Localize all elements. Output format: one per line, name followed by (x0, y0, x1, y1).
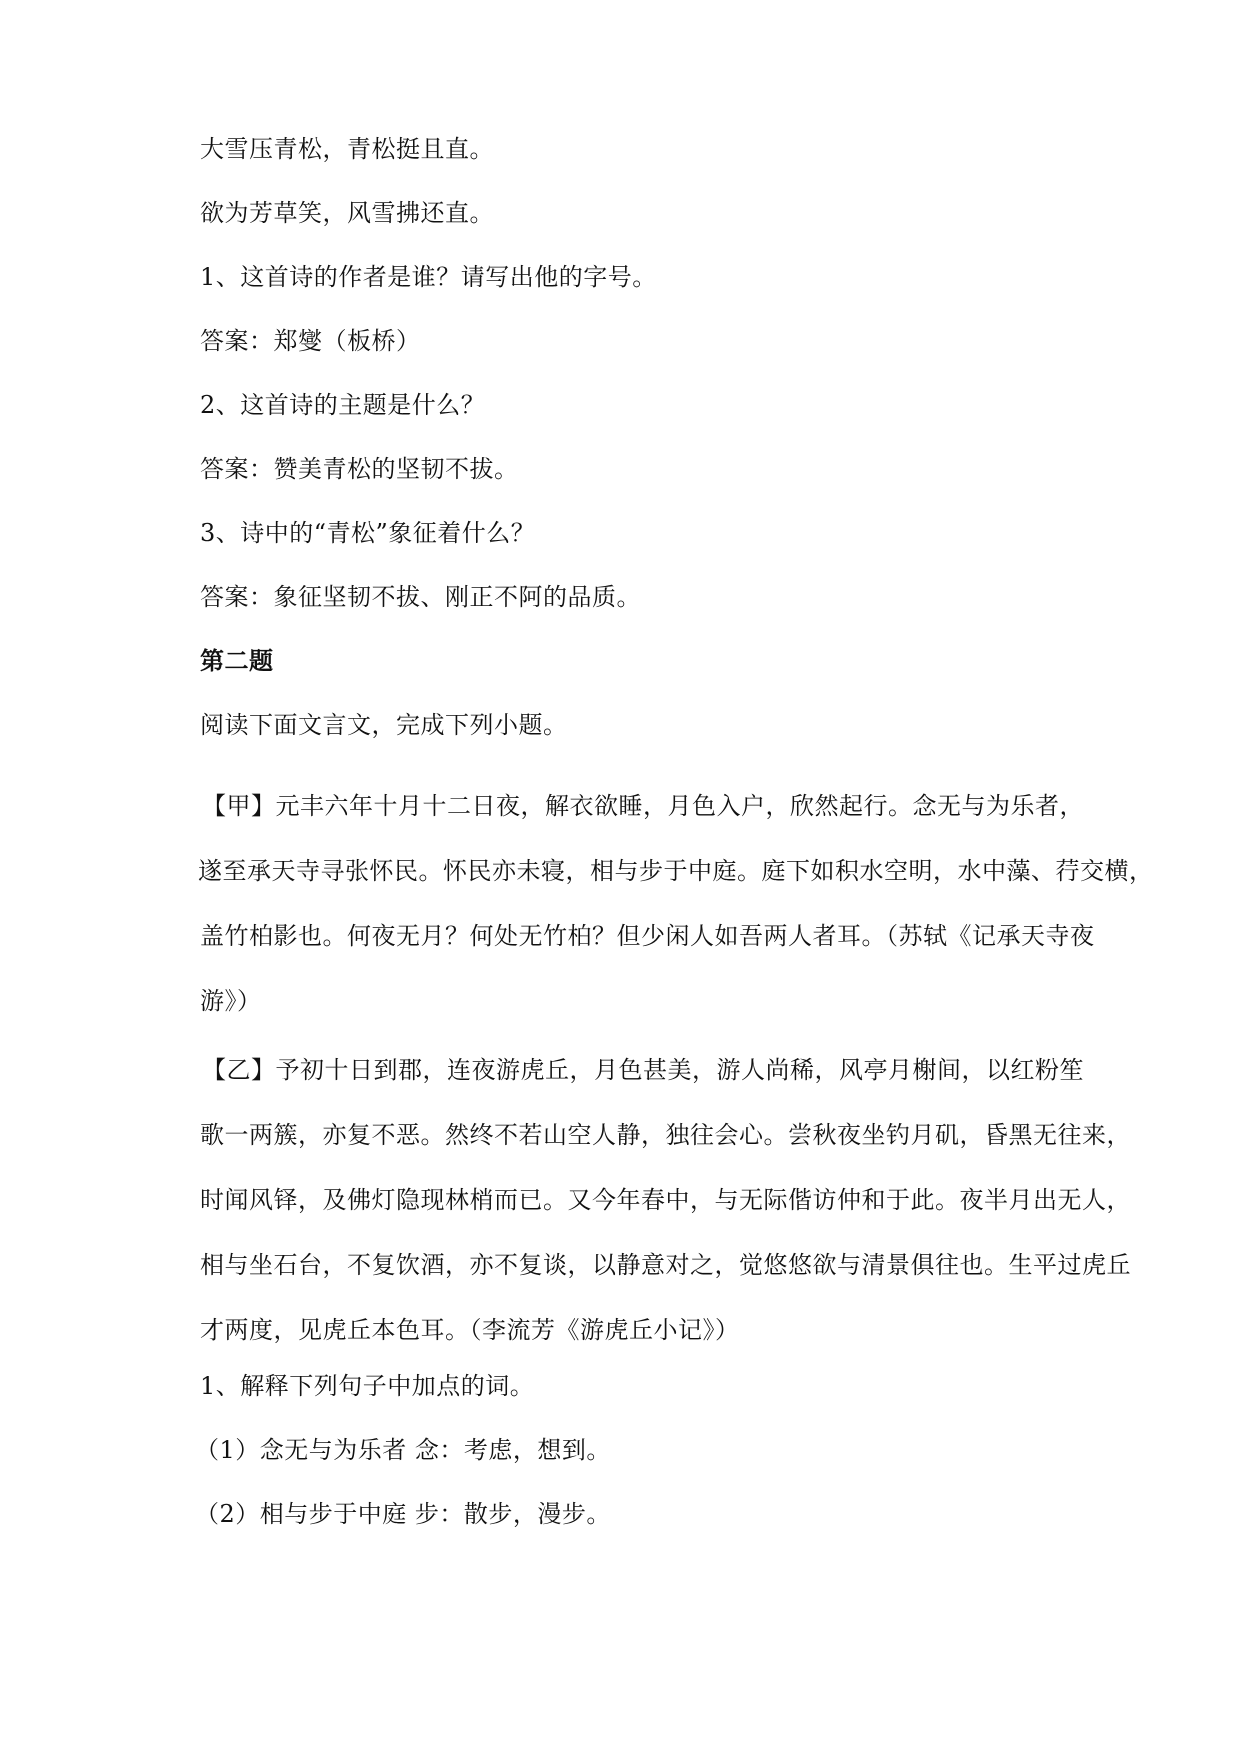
passage-jia (198, 774, 1154, 1034)
passage-yi-line: 歌一两簇，亦复不恶。然终不若山空人静，独往会心。尝秋夜坐钓月矶，昏黑无往来， (200, 1121, 1131, 1149)
section-heading: 第二题 (200, 647, 274, 675)
answer-2: 答案：赞美青松的坚韧不拔。 (200, 455, 519, 483)
passage-yi-line: 时闻风铎，及佛灯隐现林梢而已。又今年春中，与无际偕访仲和于此。夜半月出无人， (200, 1186, 1131, 1214)
poem-line-1: 大雪压青松，青松挺且直。 (200, 135, 494, 163)
sub-item-2: （2）相与步于中庭 步：散步，漫步。 (195, 1500, 611, 1528)
passage-yi-line: 【乙】予初十日到郡，连夜游虎丘，月色甚美，游人尚稀，风亭月榭间，以红粉笙 (202, 1056, 1084, 1084)
question-3: 3、诗中的“青松”象征着什么？ (200, 519, 536, 547)
passage-jia-line: 【甲】元丰六年十月十二日夜，解衣欲睡，月色入户，欣然起行。念无与为乐者， (202, 792, 1084, 820)
sub-question-1: 1、解释下列句子中加点的词。 (200, 1372, 535, 1400)
passage-jia-line: 遂至承天寺寻张怀民。怀民亦未寝，相与步于中庭。庭下如积水空明，水中藻、荇交横， (198, 857, 1154, 885)
passage-yi-line: 才两度，见虎丘本色耳。（李流芳《游虎丘小记》） (200, 1316, 740, 1344)
passage-jia-line: 盖竹柏影也。何夜无月？何处无竹柏？但少闲人如吾两人者耳。（苏轼《记承天寺夜 (200, 922, 1095, 950)
answer-3: 答案：象征坚韧不拔、刚正不阿的品质。 (200, 583, 641, 611)
question-2: 2、这首诗的主题是什么？ (200, 391, 486, 419)
question-1: 1、这首诗的作者是谁？请写出他的字号。 (200, 263, 657, 291)
sub-item-1: （1）念无与为乐者 念：考虑，想到。 (195, 1436, 611, 1464)
passage-yi (200, 1038, 1131, 1363)
instruction: 阅读下面文言文，完成下列小题。 (200, 711, 568, 739)
poem-line-2: 欲为芳草笑，风雪拂还直。 (200, 199, 494, 227)
passage-jia-line: 游》） (200, 987, 262, 1015)
answer-1: 答案：郑燮（板桥） (200, 327, 421, 355)
passage-yi-line: 相与坐石台，不复饮酒，亦不复谈，以静意对之，觉悠悠欲与清景俱往也。生平过虎丘 (200, 1251, 1131, 1279)
